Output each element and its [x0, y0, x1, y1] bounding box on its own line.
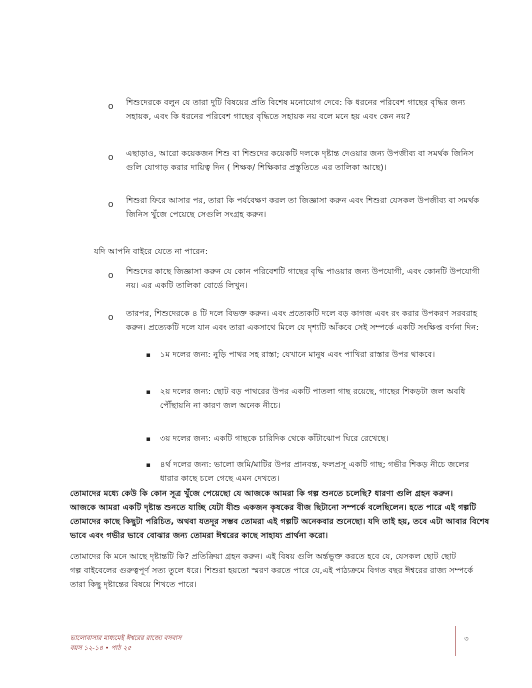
group-4-line-1: ৪র্থ দলের জন্য: ভালো জমি/মাটির উপর প্রানবন্ত, ফলপ্রসূ একটি গাছ; গভীর শিকড় নীচে জলের [160, 459, 470, 469]
group-4-line-2: ধারার কাছে চলে গেছে এমন দেখতে। [160, 473, 280, 483]
instruction-2-line-2: গুলি যোগাড় করার দায়িত্ব দিন ( শিক্ষক/ শিক্ষিকার প্রস্তুতিতে এর তালিকা আছে)। [126, 162, 387, 172]
group-1-line-1: ১ম দলের জন্য: নুড়ি পাথর সহ রাস্তা; যেখানে মানুষ এবং পাখিরা রাস্তার উপর থাকবে। [160, 349, 436, 359]
paragraph-1-line-4: ভাবে এবং গভীর ভাবে বোঝার জন্য তোমরা ঈশ্বরের কাছে সাহায্য প্রার্থনা করো। [70, 530, 328, 540]
square-bullet-icon: ▪ [146, 388, 151, 396]
group-2-line-1: ২য় দলের জন্য: ছোট বড় পাথরের উপর একটি পাতলা গাছ রয়েছে, গাছের শিকড়টা জল অবধি [160, 386, 466, 396]
paragraph-1-line-3: তোমাদের কাছে কিছুটা পরিচিত, অথবা যতদূর সম্ভব তোমরা এই গল্পটি অনেকবার শুনেছো। যদি তাই হয়, তবে এটা আবার বিশেষ [70, 516, 490, 526]
instruction-1-line-1: শিশুদেরকে বলুন যে তারা দুটি বিষয়ের প্রতি বিশেষ মনোযোগ দেবে: কি ধরনের পরিবেশ গাছের বৃদ্ধির জন্য [126, 97, 466, 107]
circle-bullet-icon: o [108, 153, 114, 163]
circle-bullet-icon: o [108, 200, 114, 210]
paragraph-1-line-1: তোমাদের মধ্যে কেউ কি কোন সূত্র খুঁজে পেয়েছো যে আজকে আমরা কি গল্প শুনতে চলেছি? ধারণা গুলি গ্রহন করুন। [70, 488, 453, 498]
square-bullet-icon: ▪ [146, 351, 151, 359]
paragraph-2-line-2: গল্প বাইবেলের গুরুত্বপূর্ণ সত্য তুলে ধরে। শিশুরা হয়তো স্মরণ করতে পারে যে,এই পাঠ্যক্রমে বিগত বছর ঈশ্বরের রাজ্য সম্পর্কে [70, 565, 474, 575]
square-bullet-icon: ▪ [146, 461, 151, 469]
square-bullet-icon: ▪ [146, 435, 151, 443]
instruction-3-line-2: জিনিস খুঁজে পেয়েছে সেগুলি সংগ্রহ করুন। [126, 209, 267, 219]
group-3-line-1: ৩য় দলের জন্য: একটি গাছকে চারিদিক থেকে কাঁটাঝোপ ঘিরে রেখেছে। [160, 433, 389, 443]
instruction-1-line-2: সহায়ক, এবং কি ধরনের পরিবেশ গাছের বৃদ্ধিতে সহায়ক নয় বলে মনে হয় এবং কেন নয়? [126, 111, 411, 121]
paragraph-2-line-1: তোমাদের কি মনে আছে দৃষ্টান্তটি কি? প্রতিক্রিয়া গ্রহন করুন। এই বিষয় গুলি অর্ন্তভুক্ত করতে হবে যে, যেসকল ছোট ছোট [70, 551, 457, 561]
page-number: ৩ [464, 635, 469, 643]
circle-bullet-icon: o [108, 102, 114, 112]
instruction-5-line-1: তারপর, শিশুদেরকে ৪ টি দলে বিভক্ত করুন। এবং প্রত্যেকটি দলে বড় কাগজ এবং রং করার উপকরণ সরবরাহ [126, 308, 478, 318]
footer-subtitle: বয়স ১২-১৪ • পাঠ ২৫ [70, 644, 132, 652]
circle-bullet-icon: o [108, 271, 114, 281]
circle-bullet-icon: o [108, 313, 114, 323]
paragraph-1-line-2: আজকে আমরা একটি দৃষ্টান্ত শুনতে যাচ্ছি যেটা যীশু একজন কৃষকের বীজ ছিটানো সম্পর্কে বলেছিলেন। হতে পারে এই গল্পটি [70, 502, 477, 512]
instruction-4-line-1: শিশুদের কাছে জিজ্ঞাসা করুন যে কোন পরিবেশটি গাছের বৃদ্ধি পাওয়ার জন্য উপযোগী, এবং কোনটি উপযোগী [126, 266, 480, 276]
instruction-5-line-2: করুন। প্রত্যেকটি দলে যান এবং তারা একসাথে মিলে যে দৃশ্যটি আঁকবে সেই সম্পর্কে একটি সংক্ষিপ্ত বর্ণনা দিন: [126, 322, 479, 332]
paragraph-2-line-3: তারা কিছু দৃষ্টান্তের বিষয়ে শিখতে পারে। [70, 579, 197, 589]
instruction-4-line-2: নয়। এর একটি তালিকা বোর্ডে লিখুন। [126, 280, 248, 290]
outside-heading: যদি আপনি বাইরে যেতে না পারেন: [94, 246, 208, 256]
footer-divider [455, 626, 456, 656]
footer-title: ভালোবাসার মাধ্যমেই ঈশ্বরের রাজ্যে বসবাস [70, 634, 182, 642]
group-2-line-2: পৌঁছায়নি না কারণ জল অনেক নীচে। [160, 400, 281, 410]
instruction-2-line-1: এছাড়াও, আরো কয়েকজন শিশু বা শিশুদের কয়েকটি দলকে দৃষ্টান্ত দেওয়ার জন্য উপজীব্য বা সমর্থক জিনিস [126, 148, 474, 158]
instruction-3-line-1: শিশুরা ফিরে আসার পর, তারা কি পর্যবেক্ষণ করল তা জিজ্ঞাসা করুন এবং শিশুরা যেসকল উপজীব্য বা সমর্থক [126, 195, 480, 205]
